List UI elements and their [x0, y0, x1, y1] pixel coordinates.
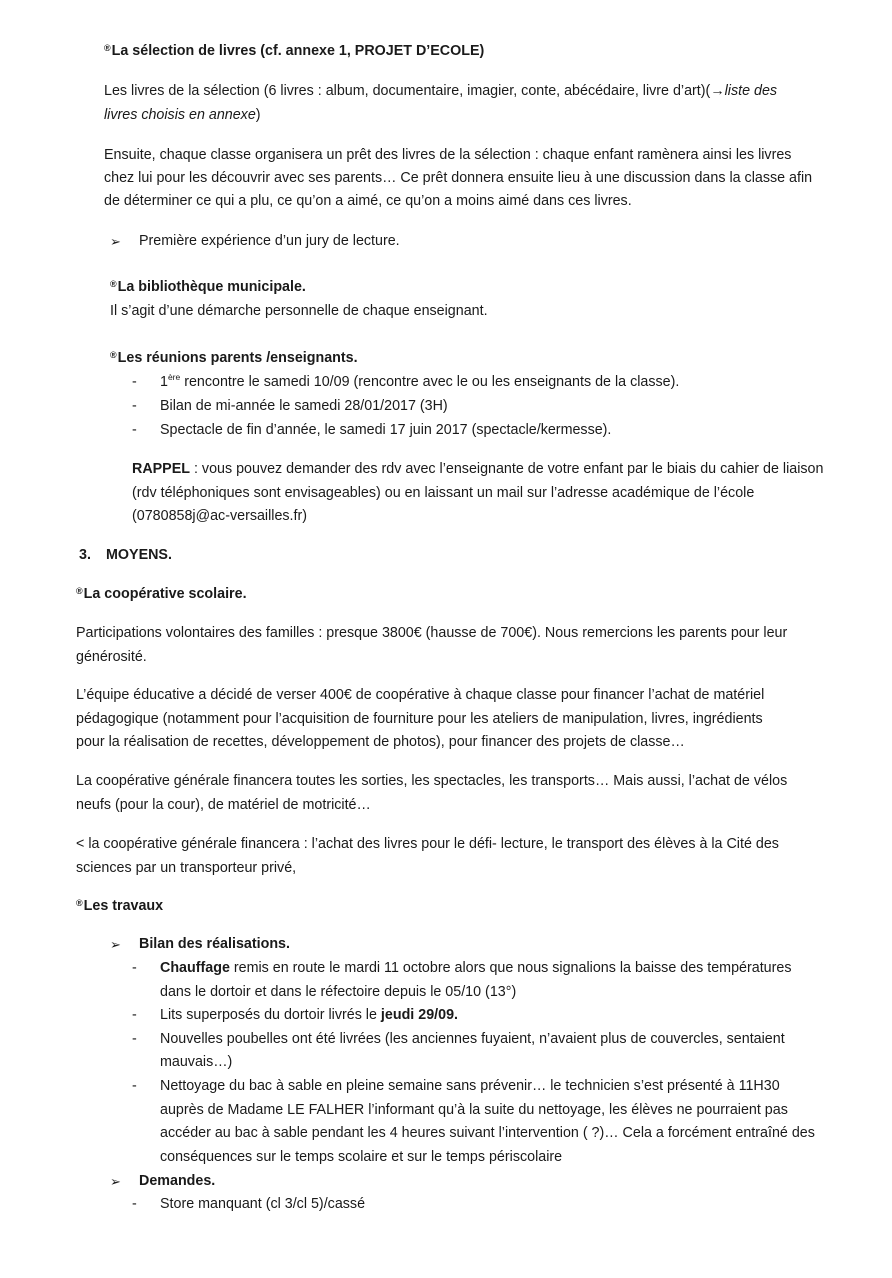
cooperative-p2-line-3: pour la réalisation de recettes, développement de photos), pour financer des projets de classe… — [76, 734, 685, 750]
bilan-item-poubelles-line-2: mauvais…) — [160, 1054, 233, 1070]
section-heading-livres: ®La sélection de livres (cf. annexe 1, PROJET D’ECOLE) — [104, 43, 485, 59]
cooperative-p2-line-2: pédagogique (notamment pour l’acquisition de fourniture pour les ateliers de manipulation, livres, ingrédients — [76, 711, 763, 727]
section-heading-reunions: ®Les réunions parents /enseignants. — [110, 350, 358, 366]
section-heading-moyens: MOYENS. — [106, 547, 172, 563]
rappel-line-3: (0780858j@ac-versailles.fr) — [132, 508, 308, 524]
paragraph-livres-line-2: livres choisis en annexe) — [104, 107, 261, 123]
dash-bullet: - — [132, 398, 137, 414]
cooperative-p4-line-1: < la coopérative générale financera : l’achat des livres pour le défi- lecture, le transport des élèves à la Cité des — [76, 836, 779, 852]
reunion-item-3: Spectacle de fin d’année, le samedi 17 juin 2017 (spectacle/kermesse). — [160, 422, 612, 438]
paragraph-pret-line-1: Ensuite, chaque classe organisera un prêt des livres de la sélection : chaque enfant ramènera ainsi les livres — [104, 147, 792, 163]
registered-symbol: ® — [110, 279, 117, 289]
reunion-item-1: 1ère rencontre le samedi 10/09 (rencontre avec le ou les enseignants de la classe). — [160, 372, 680, 390]
bilan-item-nettoyage-line-4: conséquences sur le temps scolaire et sur le temps périscolaire — [160, 1149, 563, 1165]
dash-bullet: - — [132, 1007, 137, 1023]
bilan-item-chauffage-line-1: Chauffage remis en route le mardi 11 octobre alors que nous signalions la baisse des températures — [160, 960, 792, 976]
bilan-item-poubelles-line-1: Nouvelles poubelles ont été livrées (les anciennes fuyaient, n’avaient plus de couvercles, sentaient — [160, 1031, 785, 1047]
arrow-right-icon: → — [710, 83, 725, 99]
arrow-bullet-icon: ➢ — [110, 1174, 121, 1189]
cooperative-p3-line-2: neufs (pour la cour), de matériel de motricité… — [76, 797, 371, 813]
section-heading-travaux: ®Les travaux — [76, 898, 164, 914]
arrow-bullet-icon: ➢ — [110, 937, 121, 952]
cooperative-p2-line-1: L’équipe éducative a décidé de verser 400€ de coopérative à chaque classe pour financer l’achat de matériel — [76, 687, 765, 703]
bilan-item-nettoyage-line-3: accéder au bac à sable pendant les 4 heures suivant l’intervention ( ?)… Cela a forcément entraîné des — [160, 1125, 815, 1141]
bilan-item-chauffage-line-2: dans le dortoir et dans le réfectoire depuis le 05/10 (13°) — [160, 984, 517, 1000]
dash-bullet: - — [132, 960, 137, 976]
demandes-heading: Demandes. — [139, 1173, 216, 1189]
cooperative-p3-line-1: La coopérative générale financera toutes les sorties, les spectacles, les transports… Mais aussi, l’achat de vélos — [76, 773, 788, 789]
rappel-label: RAPPEL — [132, 461, 190, 477]
rappel-line-2: (rdv téléphoniques sont envisageables) ou en laissant un mail sur l’adresse académique de l’école — [132, 485, 755, 501]
section-number-3: 3. — [79, 547, 91, 563]
registered-symbol: ® — [104, 43, 111, 53]
paragraph-pret-line-3: de déterminer ce qui a plu, ce qu’on a aimé, ce qu’on a moins aimé dans ces livres. — [104, 193, 632, 209]
dash-bullet: - — [132, 1196, 137, 1212]
bibliotheque-text: Il s’agit d’une démarche personnelle de chaque enseignant. — [110, 303, 488, 319]
cooperative-p1-line-2: générosité. — [76, 649, 147, 665]
dash-bullet: - — [132, 374, 137, 390]
bilan-item-nettoyage-line-1: Nettoyage du bac à sable en pleine semaine sans prévenir… le technicien s’est présenté à 11H30 — [160, 1078, 780, 1094]
registered-symbol: ® — [76, 898, 83, 908]
bilan-item-lits: Lits superposés du dortoir livrés le jeudi 29/09. — [160, 1007, 459, 1023]
reunion-item-2: Bilan de mi-année le samedi 28/01/2017 (3H) — [160, 398, 448, 414]
cooperative-p4-line-2: sciences par un transporteur privé, — [76, 860, 297, 876]
bilan-heading: Bilan des réalisations. — [139, 936, 290, 952]
section-heading-cooperative: ®La coopérative scolaire. — [76, 586, 247, 602]
section-heading-bibliotheque: ®La bibliothèque municipale. — [110, 279, 306, 295]
arrow-bullet-icon: ➢ — [110, 234, 121, 249]
dash-bullet: - — [132, 1078, 137, 1094]
registered-symbol: ® — [110, 350, 117, 360]
cooperative-p1-line-1: Participations volontaires des familles : presque 3800€ (hausse de 700€). Nous remercions les parents pour leur — [76, 625, 788, 641]
demande-item-store: Store manquant (cl 3/cl 5)/cassé — [160, 1196, 366, 1212]
dash-bullet: - — [132, 1031, 137, 1047]
bilan-item-nettoyage-line-2: auprès de Madame LE FALHER l’informant qu’à la suite du nettoyage, les élèves ne pourraient pas — [160, 1102, 788, 1118]
registered-symbol: ® — [76, 586, 83, 596]
dash-bullet: - — [132, 422, 137, 438]
rappel-line-1: RAPPEL : vous pouvez demander des rdv avec l’enseignante de votre enfant par le biais du cahier de liaison — [132, 461, 824, 477]
paragraph-pret-line-2: chez lui pour les découvrir avec ses parents… Ce prêt donnera ensuite lieu à une discussion dans la classe afin — [104, 170, 813, 186]
bullet-jury-lecture: Première expérience d’un jury de lecture. — [139, 233, 400, 249]
paragraph-livres-line-1: Les livres de la sélection (6 livres : album, documentaire, imagier, conte, abécédaire, livre d’art)(→liste des — [104, 83, 778, 99]
